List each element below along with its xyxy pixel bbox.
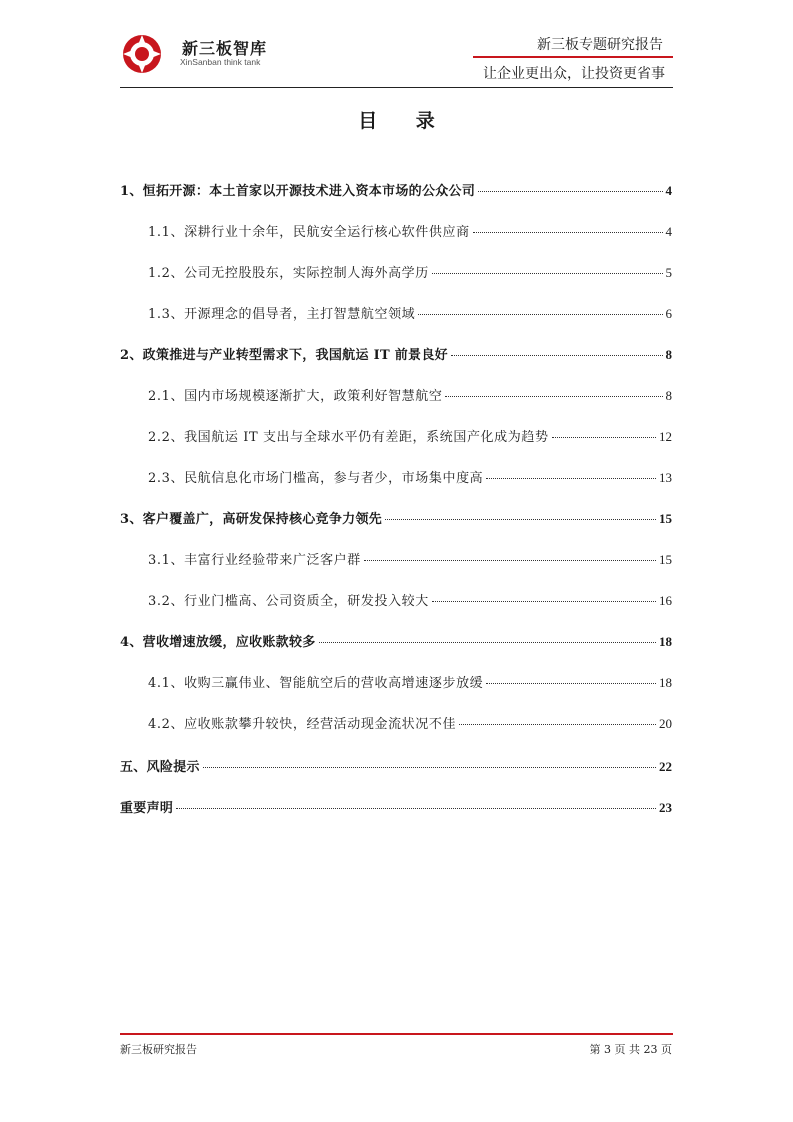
header-divider [120,87,673,88]
toc-entry-page: 4 [665,224,672,239]
toc-dot-leader [445,395,662,397]
toc-entry[interactable] [120,590,672,614]
toc-entry-text: 4、营收增速放缓，应收账款较多 [120,635,316,650]
toc-entry[interactable] [120,303,672,327]
toc-dot-leader [319,641,656,643]
toc-entry-text: 1、恒拓开源：本土首家以开源技术进入资本市场的公众公司 [120,184,476,199]
toc-entry-text: 1.2、公司无控股股东，实际控制人海外高学历 [148,266,429,281]
toc-entry[interactable] [120,508,672,532]
toc-dot-leader [203,766,656,768]
toc-dot-leader [364,559,656,561]
toc-entry[interactable] [120,713,672,737]
toc-dot-leader [451,354,663,356]
toc-entry-page: 15 [659,511,672,526]
toc-dot-leader [473,231,663,233]
toc-entry-page: 8 [665,347,672,362]
toc-entry[interactable] [120,221,672,245]
toc-entry-text: 3.1、丰富行业经验带来广泛客户群 [148,553,361,568]
toc-entry-text: 1.3、开源理念的倡导者，主打智慧航空领域 [148,307,416,322]
toc-entry-text: 4.2、应收账款攀升较快，经营活动现金流状况不佳 [148,717,457,732]
toc-entry-text: 2.2、我国航运 IT 支出与全球水平仍有差距，系统国产化成为趋势 [148,430,549,445]
footer-divider [120,1033,673,1035]
toc-entry[interactable] [120,797,672,821]
logo-mark-icon [120,32,176,76]
toc-entry-page: 12 [659,429,672,444]
toc-entry-text: 2.3、民航信息化市场门槛高，参与者少，市场集中度高 [148,471,484,486]
footer-page-number: 第 3 页 共 23 页 [589,1043,672,1056]
logo-name: 新三板智库 [182,39,268,58]
toc-dot-leader [432,600,656,602]
toc-entry-text: 五、风险提示 [120,760,200,775]
logo-subtitle: XinSanban think tank [180,57,261,67]
toc-entry-page: 22 [659,759,672,774]
toc-title: 目 录 [358,110,451,132]
toc-entry[interactable] [120,549,672,573]
toc-entry-page: 8 [665,388,672,403]
toc-entry-page: 13 [659,470,672,485]
toc-dot-leader [478,190,662,192]
toc-entry-page: 6 [665,306,672,321]
toc-dot-leader [176,807,656,809]
page-header [120,26,673,88]
toc-entry[interactable] [120,180,672,204]
toc-entry-page: 16 [659,593,672,608]
toc-dot-leader [432,272,663,274]
toc-entry-page: 5 [665,265,672,280]
logo [120,32,280,76]
toc-entry[interactable] [120,385,672,409]
toc-entry[interactable] [120,426,672,450]
toc-entry-page: 4 [665,183,672,198]
toc-entry-text: 3、客户覆盖广，高研发保持核心竞争力领先 [120,512,383,527]
toc-entry-page: 15 [659,552,672,567]
toc-entry[interactable] [120,262,672,286]
toc-dot-leader [459,723,656,725]
toc-entry-page: 20 [659,716,672,731]
toc-entry[interactable] [120,756,672,780]
toc-entry-text: 3.2、行业门槛高、公司资质全，研发投入较大 [148,594,429,609]
header-accent-rule [473,56,673,58]
toc-entry-page: 18 [659,675,672,690]
toc-entry-page: 23 [659,800,672,815]
toc-entry[interactable] [120,467,672,491]
toc-entry[interactable] [120,631,672,655]
toc-dot-leader [486,477,656,479]
toc-entry-text: 2.1、国内市场规模逐渐扩大，政策利好智慧航空 [148,389,443,404]
toc-dot-leader [418,313,662,315]
report-title: 新三板专题研究报告 [537,37,663,53]
toc-entry-page: 18 [659,634,672,649]
toc-dot-leader [486,682,656,684]
toc-dot-leader [385,518,656,520]
footer-report-name: 新三板研究报告 [120,1043,197,1056]
slogan: 让企业更出众，让投资更省事 [483,66,665,82]
toc-entry-text: 1.1、深耕行业十余年，民航安全运行核心软件供应商 [148,225,470,240]
toc-entry-text: 2、政策推进与产业转型需求下，我国航运 IT 前景良好 [120,348,448,363]
toc-entry[interactable] [120,344,672,368]
toc-entry-text: 4.1、收购三赢伟业、智能航空后的营收高增速逐步放缓 [148,676,484,691]
toc-entry-text: 重要声明 [120,801,174,816]
toc-entry[interactable] [120,672,672,696]
toc-dot-leader [552,436,656,438]
